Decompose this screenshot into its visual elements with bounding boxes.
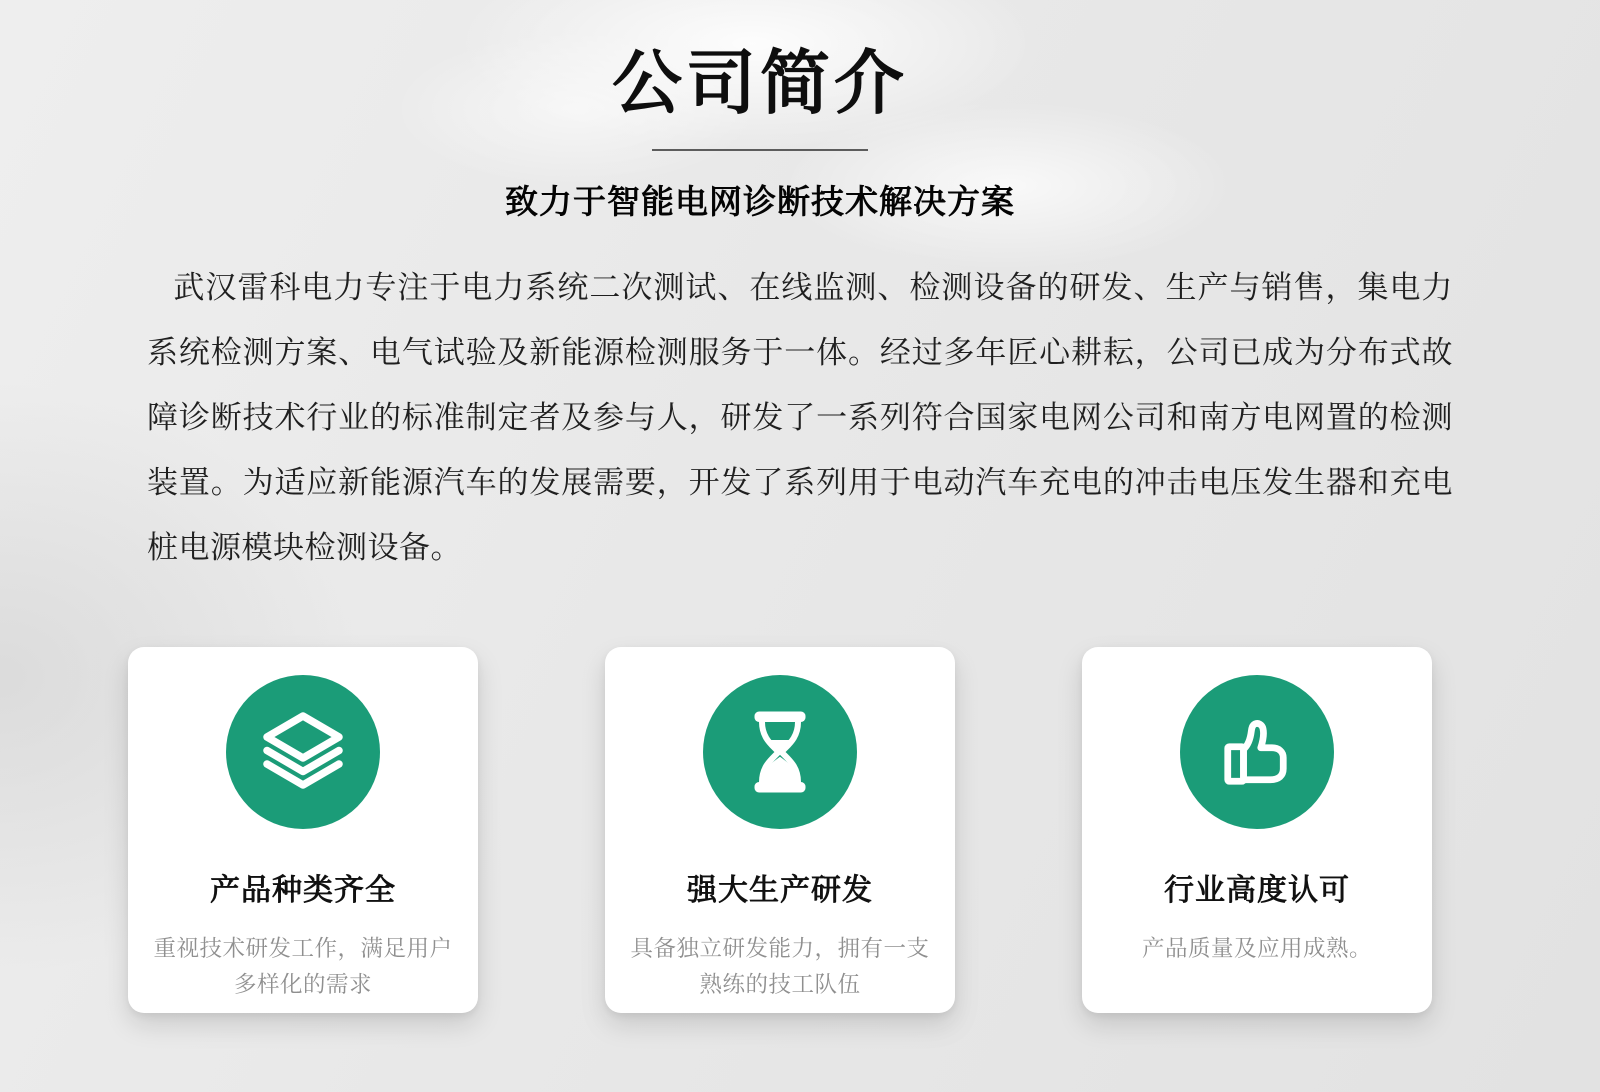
company-intro-paragraph: 武汉雷科电力专注于电力系统二次测试、在线监测、检测设备的研发、生产与销售，集电力系统检测方案、电气试验及新能源检测服务于一体。经过多年匠心耕耘，公司已成为分布式故障诊断技术行业的标准制定者及参与人，研发了一系列符合国家电网公司和南方电网置的检测装置。为适应新能源汽车的发展需要，开发了系列用于电动汽车充电的冲击电压发生器和充电桩电源模块检测设备。	[147, 270, 1453, 566]
company-intro-header	[0, 0, 1560, 223]
title-divider	[652, 149, 868, 151]
feature-card-products	[128, 647, 478, 1013]
feature-card-recognition	[1082, 647, 1432, 1013]
thumbs-up-icon	[1209, 704, 1305, 800]
feature-card-description: 产品质量及应用成熟。	[1141, 936, 1372, 961]
thumbs-up-icon-circle	[1180, 675, 1334, 829]
page-subtitle: 致力于智能电网诊断技术解决方案	[505, 183, 1015, 221]
feature-card-title: 强大生产研发	[687, 874, 873, 907]
feature-card-production	[605, 647, 955, 1013]
hourglass-icon	[732, 704, 828, 800]
feature-card-description: 重视技术研发工作，满足用户多样化的需求	[153, 936, 453, 997]
hourglass-icon-circle	[703, 675, 857, 829]
layers-icon	[255, 704, 351, 800]
feature-card-description: 具备独立研发能力，拥有一支熟练的技工队伍	[630, 936, 930, 997]
layers-icon-circle	[226, 675, 380, 829]
page-title: 公司简介	[612, 44, 908, 122]
feature-card-title: 行业高度认可	[1164, 874, 1350, 907]
feature-cards-row	[128, 647, 1432, 1013]
feature-card-title: 产品种类齐全	[210, 874, 396, 907]
